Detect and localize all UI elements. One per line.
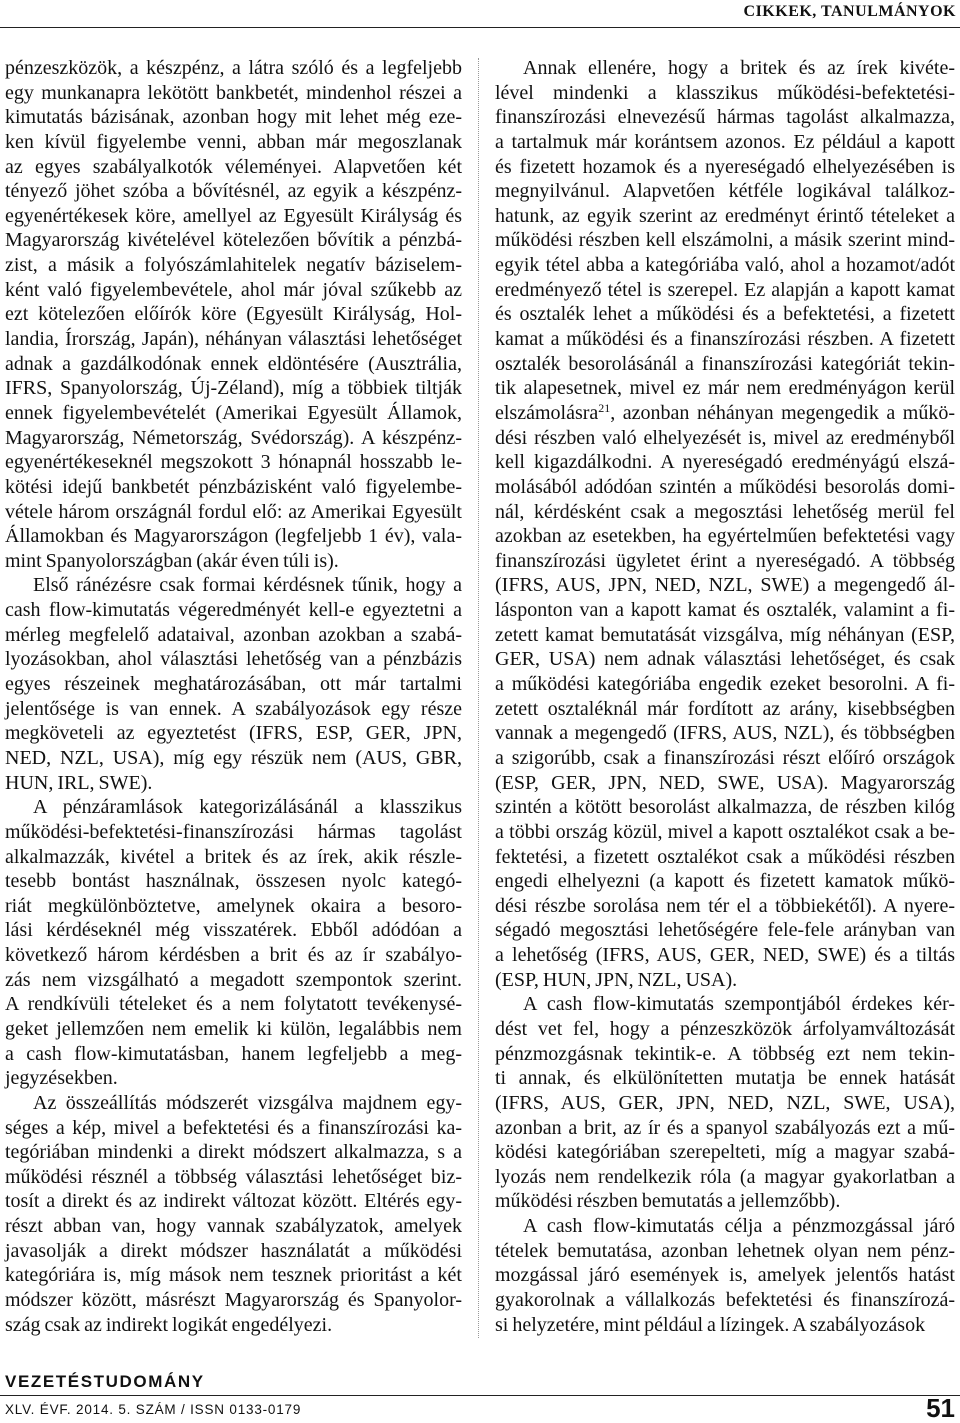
text-line: a szigorúbb, csak a finanszírozási részt előíró országok	[495, 746, 955, 769]
text-line: kötési idejű bankbetét pénzbázisként való figyelembe-	[5, 475, 462, 498]
text-line: eredményező tétel is szerepel. Ez alapján a kapott kamat	[495, 278, 955, 301]
text-line: GER, USA) nem adnak választási lehetőséget, és csak	[495, 648, 955, 671]
text-line: szintén a kötött besorolást alkalmazza, de részben kilóg	[495, 796, 955, 819]
paragraph	[5, 573, 462, 795]
issue-info: XLV. ÉVF. 2014. 5. SZÁM / ISSN 0133-0179	[5, 1402, 302, 1417]
text-line: fektetési, a fizetett osztalékot csak a működési részben	[495, 845, 955, 868]
text-line: és fizetett hozamok és a nyereségadó elhelyezésében is	[495, 155, 955, 178]
text-line: ti annak, és elkülönítetten mutatja be ennek hatását	[495, 1067, 955, 1090]
text-line: azokban az esetekben, ha egyértelműen befektetési vagy	[495, 525, 955, 548]
left-column	[5, 56, 462, 1337]
text-line: mint Spanyolországban (akár éven túli is).	[5, 549, 339, 572]
text-line: a működési kategóriába engedik ezeket besorolni. A fi-	[495, 673, 955, 696]
text-line: tosít a direkt és az indirekt változat között. Eltérés egy-	[5, 1190, 462, 1213]
text-line: szág csak az indirekt logikát engedélyezi.	[5, 1313, 333, 1336]
text-line: engedi elhelyezni (a kapott és fizetett kamatok műkö-	[495, 870, 955, 893]
text-line: lásponton van a kapott kamat és osztalék, valamint a fi-	[495, 599, 955, 622]
text-line: (ESP, GER, JPN, NED, SWE, USA). Magyarország	[495, 771, 955, 794]
column-divider	[478, 58, 479, 1338]
text-line: finanszírozási ügyletet érint a nyereségadó. A többség	[495, 549, 955, 572]
text-segment: elszámolásra	[495, 401, 599, 424]
text-line: részt abban van, hogy vannak szabályzatok, amelyek	[5, 1215, 462, 1238]
text-line: zetett osztaléknál már fordított az arány, kisebbségben	[495, 697, 955, 720]
text-line: jelentősége is van ennek. A szabályozások egy része	[5, 697, 462, 720]
text-line: lyozásokban, ahol választási lehetőség van a pénzbázis	[5, 648, 462, 671]
text-line: Magyarország, Németország, Svédország). A készpénz-	[5, 426, 462, 449]
text-line: lével mindenki a klasszikus működési-befektetési-	[495, 81, 955, 104]
text-line: séges a kép, mivel a befektetési és a finanszírozási ka-	[5, 1116, 462, 1139]
text-line: a tartalmuk már korántsem azonos. Ez például a kapott	[495, 130, 955, 153]
text-line: lási kérdéseknél még visszatérek. Ebből adódóan a	[5, 919, 462, 942]
text-line: pénzeszközök, a készpénz, a látra szóló és a legfeljebb	[5, 57, 462, 79]
text-line: tényező jöhet szóba a bővítésnél, az egyik a készpénz-	[5, 180, 462, 203]
text-line: pénzmozgásnak tekintik-e. A többség ezt nem tekin-	[495, 1042, 955, 1065]
text-line: működési résznél a többség választási lehetőséget biz-	[5, 1165, 462, 1188]
text-line: működési részben bemutatás a jellemzőbb).	[495, 1190, 841, 1213]
text-line: mozgással járó események is, amelyek jelentős hatást	[495, 1264, 955, 1287]
text-line: azonban a brit, az ír és a spanyol szabályozás ezt a mű-	[495, 1116, 955, 1139]
text-line: Első ránézésre csak formai kérdésnek tűnik, hogy a	[33, 574, 462, 597]
journal-name: VEZETÉSTUDOMÁNY	[5, 1372, 205, 1391]
text-line: tik alapesetnek, mivel ez már nem eredményágon kerül	[495, 377, 955, 400]
text-line: dési részbe sorolása nem tér el a többiekétől). A nyere-	[495, 894, 955, 917]
text-line: lyozás nem rendelkezik róla (a magyar gyakorlatban a	[495, 1165, 955, 1188]
text-line: az egyes szabályalkotók véleményei. Alapvetően két	[5, 155, 462, 178]
text-line: megnyilvánul. Alapvetően kétféle logikával találkoz-	[495, 180, 955, 203]
text-line: geket jellemzően nem emelik ki külön, legalábbis nem	[5, 1017, 462, 1040]
text-line: landia, Írország, Japán), néhányan választási lehetőséget	[5, 328, 462, 351]
text-line: Magyarország kivételével kötelezően bővítik a pénzbá-	[5, 229, 462, 252]
paragraph	[495, 56, 955, 992]
text-line: alkalmazzák, kivétel a britek és az írek, akik részle-	[5, 845, 462, 868]
section-header: CIKKEK, TANULMÁNYOK	[743, 3, 956, 20]
text-line: molásából adódóan szintén a működési besorolás domi-	[495, 475, 955, 498]
text-line: cash flow-kimutatás végeredményét kell-e egyeztetni a	[5, 599, 462, 622]
text-line: a cash flow-kimutatásban, hanem legfeljebb a meg-	[5, 1042, 462, 1065]
text-line: és osztalék lehet a működési és a befektetési, a fizetett	[495, 303, 955, 326]
text-line: tételek bemutatása, azonban lehetnek olyan nem pénz-	[495, 1239, 955, 1262]
text-line: következő három kérdésben a brit és az ír szabályo-	[5, 944, 462, 967]
paragraph	[5, 795, 462, 1091]
text-line: finanszírozási elnevezésű hármas tagolást alkalmazza,	[495, 106, 955, 129]
text-line: dést vet fel, hogy a pénzeszközök árfolyamváltozását	[495, 1017, 955, 1040]
text-line: ken kívül figyelembe venni, abban már megoszlanak	[5, 130, 462, 153]
text-line: vannak a megengedő (IFRS, AUS, NZL), és többségben	[495, 722, 955, 745]
text-line: egy munkanapra lekötött bankbetét, mindenhol részei a	[5, 81, 462, 104]
text-line: HUN, IRL, SWE).	[5, 771, 153, 794]
text-line: dési részben való elhelyezését is, mivel az eredményből	[495, 426, 955, 449]
text-line: ségadó megosztási lehetőségére fele-fele arányban van	[495, 919, 955, 942]
text-line: működési részben kell elszámolni, a másik szerint mind-	[495, 229, 955, 252]
header-rule	[0, 27, 960, 28]
page-number: 51	[926, 1393, 955, 1423]
text-line: egyes részeinek meghatározásában, ott már tartalmi	[5, 673, 462, 696]
text-line: a lehetőség (IFRS, AUS, GER, NED, SWE) és a tiltás	[495, 944, 955, 967]
text-line: egyik tétel abba a kategóriába való, ahol a hozamot/adót	[495, 254, 955, 277]
text-line: zás nem vizsgálható a megadott szempontok szerint.	[5, 968, 462, 991]
text-line: mérleg megfelelő adataival, azonban azokban a szabá-	[5, 623, 462, 646]
text-line: kategóriára is, míg mások nem tesznek prioritást a két	[5, 1264, 462, 1287]
text-line: zetett kamat bemutatását vizsgálva, míg néhányan (ESP,	[495, 623, 955, 646]
text-line: megköveteli az egyeztetést (IFRS, ESP, GER, JPN,	[5, 722, 462, 745]
footer-rule	[0, 1395, 960, 1396]
text-line: (IFRS, AUS, GER, JPN, NED, NZL, SWE, USA),	[495, 1091, 955, 1114]
text-line: működési-befektetési-finanszírozási hármas tagolást	[5, 820, 462, 843]
text-line: NED, NZL, USA), míg egy részük nem (AUS, GBR,	[5, 746, 462, 769]
text-line: ként való figyelembevétele, ahol már jóval szűkebb az	[5, 278, 462, 301]
text-line: ennek figyelembevételét (Amerikai Egyesült Államok,	[5, 401, 462, 424]
text-line: (IFRS, AUS, JPN, NED, NZL, SWE) a megengedő ál-	[495, 574, 955, 597]
text-line: tegóriában mindenki a direkt módszert alkalmazza, s a	[5, 1141, 462, 1164]
text-line: egyenértékesek köre, amellyel az Egyesült Királyság és	[5, 204, 462, 227]
text-line: vétele három országnál fordul elő: az Amerikai Egyesült	[5, 500, 462, 523]
text-line: a többi ország közül, mivel a kapott osztalékot csak a be-	[495, 820, 955, 843]
text-line: osztalék besorolásánál a finanszírozási kategóriát tekin-	[495, 352, 955, 375]
text-line: kamat a működési és a finanszírozási részben. A fizetett	[495, 328, 955, 351]
text-line: A pénzáramlások kategorizálásánál a klasszikus	[33, 796, 462, 819]
text-line: javasolják a direkt módszer használatát a működési	[5, 1239, 462, 1262]
text-line: ködési kategóriában szerepelteti, míg a magyar szabá-	[495, 1141, 955, 1164]
text-line	[495, 401, 955, 426]
paragraph	[5, 56, 462, 573]
text-segment: , azonban néhányan megengedik a műkö-	[610, 401, 955, 424]
paragraph	[5, 1091, 462, 1337]
text-line: A rendkívüli tételeket és a nem folytatott tevékenysé-	[5, 993, 462, 1016]
text-line: módszer között, másrészt Magyarország és Spanyolor-	[5, 1289, 462, 1312]
text-line: kimutatás bázisának, azonban hogy mit lehet még eze-	[5, 106, 462, 129]
text-line: egyenértékeseknél megszokott 3 hónapnál hosszabb le-	[5, 451, 462, 474]
text-line: zist, a másik a folyószámlahitelek negatív báziselem-	[5, 254, 462, 277]
text-line: hatunk, az egyik szerint az eredményt érintő tételeket a	[495, 204, 955, 227]
text-line: Államokban és Magyarországon (legfeljebb 1 év), vala-	[5, 525, 462, 548]
text-line: ezt kötelezően előírók köre (Egyesült Királyság, Hol-	[5, 303, 462, 326]
text-line: riát megkülönböztetve, amelynek okaira a besoro-	[5, 894, 462, 917]
text-line: Annak ellenére, hogy a britek és az írek kivéte-	[523, 57, 955, 79]
text-line: adnak a gazdálkodónak ennek eldöntésére (Ausztrália,	[5, 352, 462, 375]
text-line: kell kigazdálkodni. A nyereségadó eredményágú elszá-	[495, 451, 955, 474]
text-line: nál, kérdésként csak a megosztási lehetőség merül fel	[495, 500, 955, 523]
text-line: gyakorolnak a vállalkozás befektetési és finanszírozá-	[495, 1289, 955, 1312]
footnote-ref: 21	[598, 400, 611, 415]
text-line: IFRS, Spanyolország, Új-Zéland), míg a többiek tiltják	[5, 377, 462, 400]
right-column	[495, 56, 955, 1337]
text-line: Az összeállítás módszerét vizsgálva majdnem egy-	[33, 1091, 462, 1114]
text-line: A cash flow-kimutatás szempontjából érdekes kér-	[523, 993, 955, 1016]
text-line: (ESP, HUN, JPN, NZL, USA).	[495, 968, 738, 991]
text-line: jegyzésekben.	[5, 1067, 118, 1090]
text-line: si helyzetére, mint például a lízingek. A szabályozások	[495, 1313, 926, 1336]
text-line: tesebb bontást használnak, összesen nyolc kategó-	[5, 870, 462, 893]
text-line: A cash flow-kimutatás célja a pénzmozgással járó	[523, 1215, 955, 1238]
paragraph	[495, 992, 955, 1214]
paragraph	[495, 1214, 955, 1337]
